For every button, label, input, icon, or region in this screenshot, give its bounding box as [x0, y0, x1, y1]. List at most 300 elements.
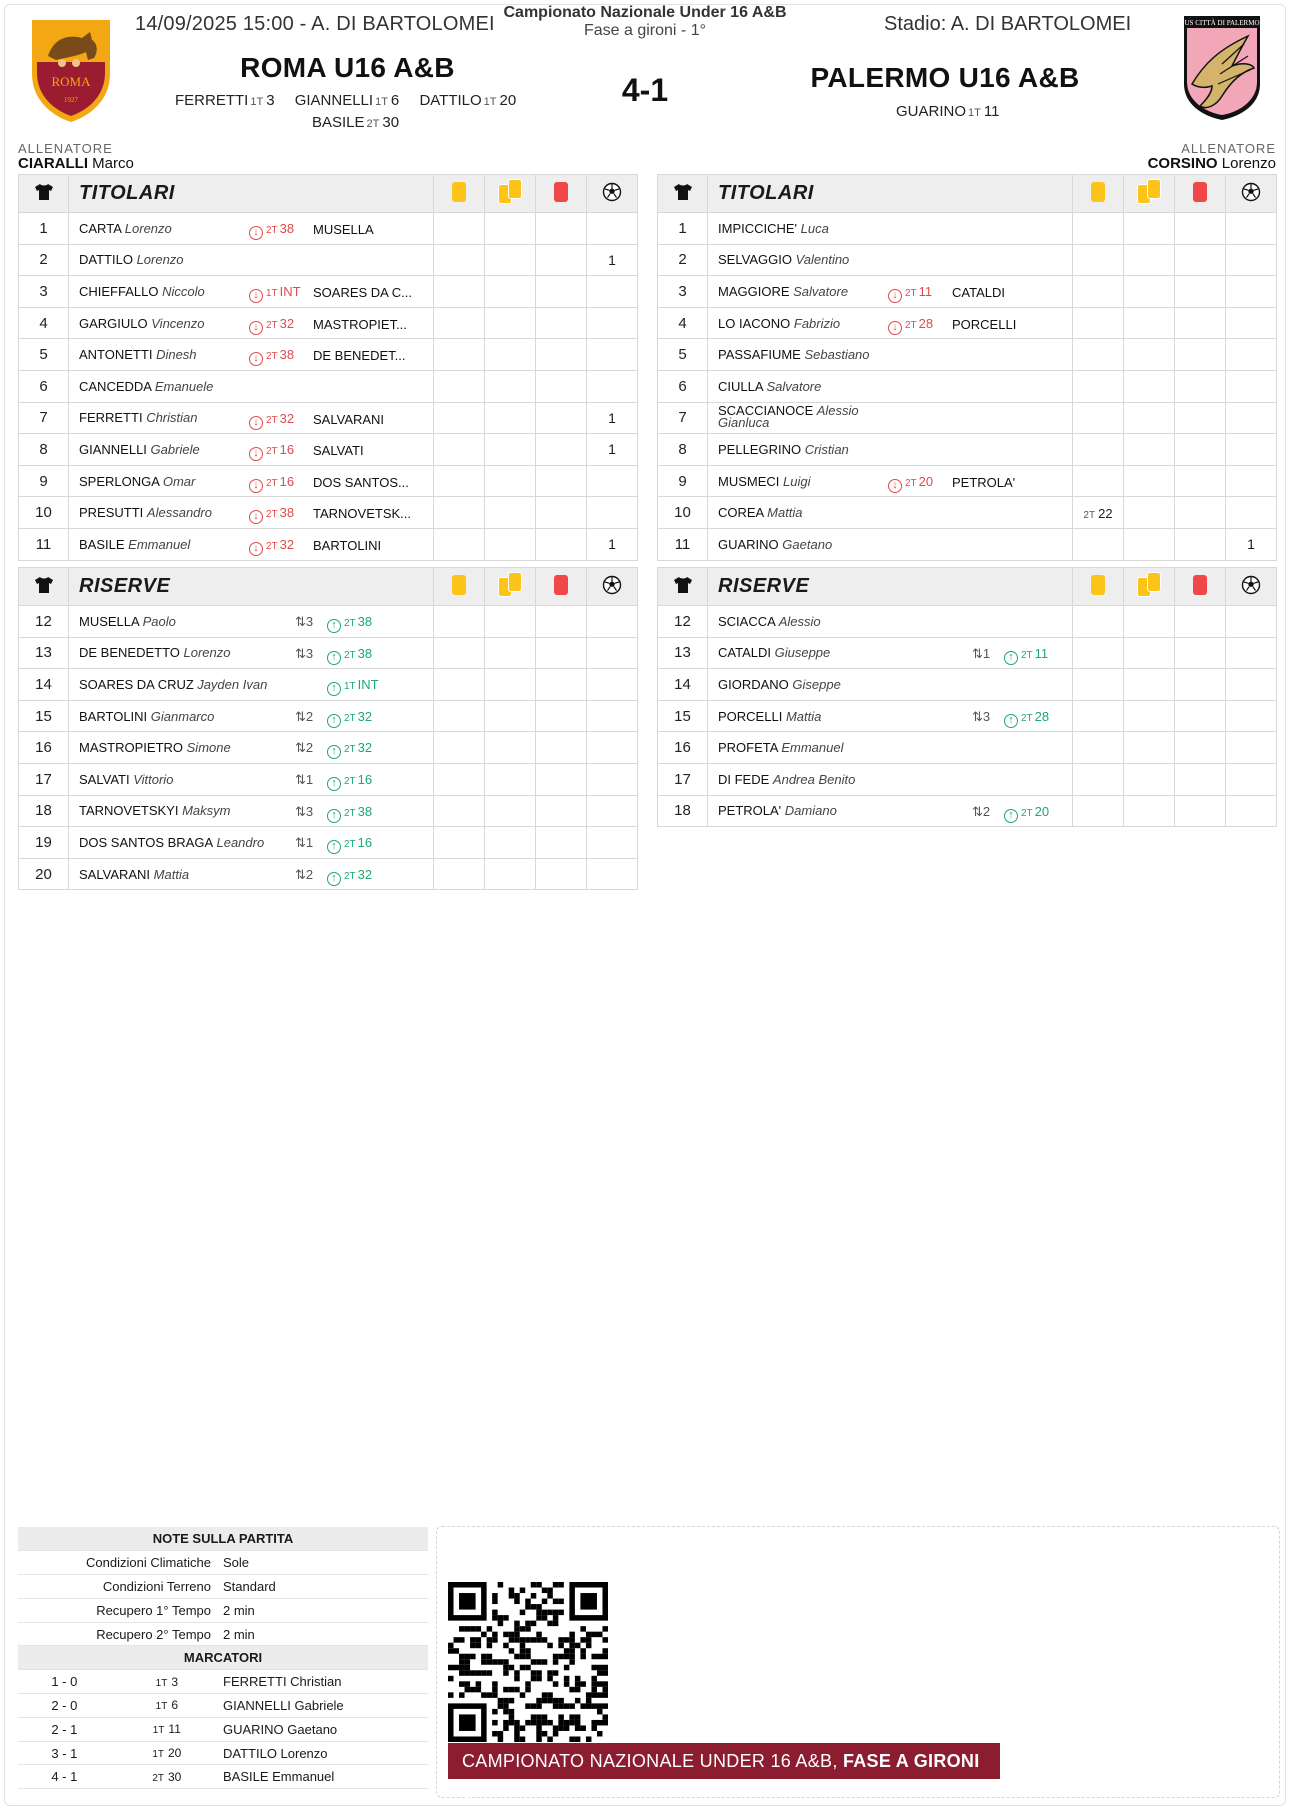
shirt-number: 8 [658, 434, 708, 466]
soccer-ball-icon [1226, 175, 1277, 213]
shirt-number: 8 [19, 434, 69, 466]
substitution-in: ↑ 2T 38 [327, 804, 372, 823]
shirt-number: 5 [19, 339, 69, 371]
double-yellow-cell [485, 434, 536, 466]
red-card-cell [536, 213, 587, 245]
yellow-card-cell [1073, 637, 1124, 669]
substitution-in: ↑ 2T 20 [1004, 804, 1049, 823]
substitute-name: MASTROPIET... [313, 316, 407, 332]
competition-banner [448, 1743, 1000, 1807]
scorers-title: MARCATORI [18, 1646, 428, 1670]
home-scorer: GIANNELLI 1T 6 [294, 92, 400, 109]
yellow-card-cell [434, 827, 485, 859]
player-row[interactable] [19, 700, 638, 732]
player-row[interactable] [658, 763, 1277, 795]
red-card-cell [536, 307, 587, 339]
shirt-number: 4 [19, 307, 69, 339]
player-name: SCIACCA Alessio [708, 606, 1073, 638]
substitution-out: ↓ 2T 16 [249, 442, 294, 461]
yellow-card-cell [1073, 763, 1124, 795]
soccer-ball-icon [587, 175, 638, 213]
red-card-cell [1175, 339, 1226, 371]
yellow-card-icon [434, 568, 485, 606]
player-row[interactable] [658, 732, 1277, 764]
red-card-cell [536, 669, 587, 701]
yellow-card-cell [1073, 700, 1124, 732]
swap-icon: ⇅2 [972, 803, 991, 819]
player-name: PRESUTTI Alessandro ↓ 2T 38 TARNOVETSK... [69, 497, 434, 529]
yellow-card-cell [1073, 606, 1124, 638]
goals-cell [587, 606, 638, 638]
player-name: TARNOVETSKYI Maksym ⇅3 ↑ 2T 38 [69, 795, 434, 827]
shirt-number: 3 [19, 276, 69, 308]
goals-cell [587, 465, 638, 497]
yellow-card-cell [1073, 276, 1124, 308]
player-row[interactable] [658, 795, 1277, 827]
shirt-icon [19, 568, 69, 606]
red-card-cell [536, 465, 587, 497]
shirt-number: 13 [19, 637, 69, 669]
player-name: GIANNELLI Gabriele ↓ 2T 16 SALVATI [69, 434, 434, 466]
player-name: PROFETA Emmanuel [708, 732, 1073, 764]
goals-cell [1226, 465, 1277, 497]
shirt-number: 19 [19, 827, 69, 859]
player-row[interactable] [19, 213, 638, 245]
red-card-cell [536, 606, 587, 638]
double-yellow-cell [1124, 700, 1175, 732]
red-card-cell [1175, 732, 1226, 764]
away-scorer: GUARINO 1T 11 [896, 103, 1000, 120]
red-card-cell [536, 528, 587, 560]
player-row[interactable] [658, 434, 1277, 466]
yellow-card-cell [434, 637, 485, 669]
goals-cell [1226, 339, 1277, 371]
goals-cell [587, 339, 638, 371]
substitution-in: ↑ 2T 11 [1004, 646, 1048, 665]
goals-cell [1226, 795, 1277, 827]
swap-icon: ⇅2 [295, 708, 314, 724]
note-row: Recupero 1° Tempo 2 min [18, 1598, 428, 1622]
home-scorers [175, 92, 532, 109]
player-name: IMPICCICHE' Luca [708, 213, 1073, 245]
red-card-cell [1175, 669, 1226, 701]
yellow-card-cell [434, 732, 485, 764]
double-yellow-cell [485, 606, 536, 638]
section-title: TITOLARI [708, 175, 1073, 213]
player-row[interactable] [19, 497, 638, 529]
double-yellow-cell [485, 307, 536, 339]
double-yellow-cell [485, 858, 536, 890]
player-row[interactable] [658, 637, 1277, 669]
player-row[interactable] [19, 370, 638, 402]
player-name: BASILE Emmanuel ↓ 2T 32 BARTOLINI [69, 528, 434, 560]
goals-cell [587, 700, 638, 732]
yellow-card-cell [1073, 528, 1124, 560]
yellow-card-cell [434, 606, 485, 638]
red-card-cell [536, 858, 587, 890]
shirt-number: 16 [658, 732, 708, 764]
player-name: CHIEFFALLO Niccolo ↓ 1T INT SOARES DA C... [69, 276, 434, 308]
double-yellow-cell [1124, 528, 1175, 560]
coach-surname: CIARALLI [18, 155, 88, 172]
red-card-cell [536, 795, 587, 827]
goal-row: 4 - 1 2T 30 BASILE Emmanuel [18, 1765, 428, 1789]
red-card-cell [1175, 434, 1226, 466]
double-yellow-cell [1124, 637, 1175, 669]
yellow-card-cell [1073, 669, 1124, 701]
yellow-card-cell [1073, 339, 1124, 371]
shirt-number: 20 [19, 858, 69, 890]
svg-text:US CITTÀ DI PALERMO: US CITTÀ DI PALERMO [1184, 19, 1260, 27]
away-scorers [896, 103, 999, 120]
player-row[interactable] [19, 307, 638, 339]
goals-cell: 1 [587, 528, 638, 560]
home-scorer: BASILE 2T 30 [312, 114, 400, 131]
player-row[interactable] [19, 465, 638, 497]
double-yellow-cell [1124, 732, 1175, 764]
home-scorer: DATTILO 1T 20 [419, 92, 517, 109]
shirt-number: 6 [19, 370, 69, 402]
shirt-number: 15 [19, 700, 69, 732]
svg-text:ROMA: ROMA [51, 74, 91, 89]
goals-cell [587, 213, 638, 245]
goals-cell [587, 669, 638, 701]
shirt-number: 9 [658, 465, 708, 497]
yellow-card-cell [1073, 795, 1124, 827]
shirt-number: 14 [19, 669, 69, 701]
substitution-out: ↓ 2T 16 [249, 474, 294, 493]
yellow-card-cell [434, 763, 485, 795]
red-card-cell [1175, 700, 1226, 732]
player-name: CIULLA Salvatore [708, 370, 1073, 402]
goals-cell [587, 858, 638, 890]
yellow-card-cell [434, 858, 485, 890]
section-title: RISERVE [708, 568, 1073, 606]
note-row: Condizioni Climatiche Sole [18, 1551, 428, 1575]
goals-cell [1226, 669, 1277, 701]
double-yellow-cell [1124, 434, 1175, 466]
player-row[interactable] [19, 763, 638, 795]
double-yellow-cell [485, 763, 536, 795]
yellow-card-icon [1073, 568, 1124, 606]
player-row[interactable] [658, 339, 1277, 371]
player-row[interactable] [19, 339, 638, 371]
player-row[interactable] [19, 795, 638, 827]
substitution-out: ↓ 2T 38 [249, 505, 294, 524]
player-name: MUSELLA Paolo ⇅3 ↑ 2T 38 [69, 606, 434, 638]
shirt-number: 2 [658, 244, 708, 276]
yellow-card-cell [434, 497, 485, 529]
red-card-cell [1175, 276, 1226, 308]
goal-row: 1 - 0 1T 3 FERRETTI Christian [18, 1670, 428, 1694]
substitute-name: DE BENEDET... [313, 348, 406, 364]
yellow-card-cell [1073, 434, 1124, 466]
match-date: 14/09/2025 15:00 - A. DI BARTOLOMEI [135, 13, 495, 35]
player-name: DI FEDE Andrea Benito [708, 763, 1073, 795]
double-yellow-cell [1124, 339, 1175, 371]
shirt-number: 11 [658, 528, 708, 560]
double-yellow-cell [1124, 497, 1175, 529]
stadium-name: A. DI BARTOLOMEI [950, 13, 1132, 35]
away-reserves-table [657, 567, 1277, 827]
double-yellow-cell [485, 669, 536, 701]
red-card-cell [1175, 244, 1226, 276]
goals-cell [587, 497, 638, 529]
double-yellow-card-icon [485, 568, 536, 606]
goals-cell [1226, 732, 1277, 764]
player-row[interactable] [658, 465, 1277, 497]
double-yellow-cell [485, 244, 536, 276]
goals-cell: 1 [587, 402, 638, 434]
substitution-out: ↓ 2T 20 [888, 474, 933, 493]
yellow-card-cell [434, 370, 485, 402]
player-row[interactable] [19, 276, 638, 308]
shirt-number: 1 [19, 213, 69, 245]
yellow-card-cell [1073, 465, 1124, 497]
red-card-cell [536, 763, 587, 795]
match-notes [18, 1527, 428, 1789]
substitution-in: ↑ 2T 38 [327, 646, 372, 665]
double-yellow-cell [485, 700, 536, 732]
note-row: Condizioni Terreno Standard [18, 1575, 428, 1599]
substitute-name: PORCELLI [952, 316, 1017, 332]
away-coach [1148, 141, 1276, 171]
stadium-label: Stadio: [884, 13, 947, 35]
substitution-in: ↑ 2T 32 [327, 867, 372, 886]
substitute-name: BARTOLINI [313, 537, 382, 553]
player-name: ANTONETTI Dinesh ↓ 2T 38 DE BENEDET... [69, 339, 434, 371]
shirt-number: 12 [19, 606, 69, 638]
soccer-ball-icon [1226, 568, 1277, 606]
player-name: SPERLONGA Omar ↓ 2T 16 DOS SANTOS... [69, 465, 434, 497]
player-row[interactable] [19, 402, 638, 434]
substitution-in: ↑ 2T 16 [327, 835, 372, 854]
goals-cell [587, 763, 638, 795]
shirt-number: 17 [658, 763, 708, 795]
shirt-number: 11 [19, 528, 69, 560]
double-yellow-cell [485, 795, 536, 827]
red-card-cell [536, 402, 587, 434]
goals-cell [1226, 213, 1277, 245]
player-row[interactable] [658, 213, 1277, 245]
yellow-card-cell: 2T 22 [1073, 497, 1124, 529]
swap-icon: ⇅2 [295, 740, 314, 756]
double-yellow-cell [1124, 244, 1175, 276]
substitution-out: ↓ 1T INT [249, 284, 301, 303]
player-row[interactable] [19, 732, 638, 764]
double-yellow-cell [1124, 795, 1175, 827]
double-yellow-cell [1124, 763, 1175, 795]
competition-phase: Fase a gironi - 1° [583, 22, 706, 39]
shirt-number: 12 [658, 606, 708, 638]
player-row[interactable] [19, 528, 638, 560]
double-yellow-cell [485, 528, 536, 560]
player-name: COREA Mattia [708, 497, 1073, 529]
substitute-name: TARNOVETSK... [313, 506, 411, 522]
goals-cell [587, 276, 638, 308]
goals-cell [1226, 276, 1277, 308]
swap-icon: ⇅1 [972, 645, 991, 661]
substitute-name: SALVATI [313, 443, 364, 459]
swap-icon: ⇅1 [295, 835, 314, 851]
player-row[interactable] [658, 276, 1277, 308]
coach-firstname: Marco [92, 155, 134, 172]
double-yellow-cell [485, 276, 536, 308]
double-yellow-cell [1124, 307, 1175, 339]
player-row[interactable] [658, 307, 1277, 339]
section-title: RISERVE [69, 568, 434, 606]
svg-text:1927: 1927 [64, 96, 78, 104]
banner-bold-text: FASE A GIRONI 1° [462, 1751, 980, 1807]
goals-cell: 1 [587, 244, 638, 276]
yellow-card-cell [434, 276, 485, 308]
double-yellow-card-icon [1124, 568, 1175, 606]
swap-icon: ⇅1 [295, 771, 314, 787]
substitution-in: ↑ 1T INT [327, 677, 379, 696]
goals-cell [1226, 244, 1277, 276]
goals-cell [1226, 402, 1277, 434]
shirt-number: 14 [658, 669, 708, 701]
yellow-card-cell [1073, 402, 1124, 434]
shirt-number: 2 [19, 244, 69, 276]
yellow-card-cell [434, 307, 485, 339]
red-card-cell [1175, 637, 1226, 669]
player-name: GUARINO Gaetano [708, 528, 1073, 560]
player-row[interactable] [658, 669, 1277, 701]
red-card-cell [1175, 606, 1226, 638]
final-score: 4-1 [621, 72, 669, 108]
red-card-cell [1175, 370, 1226, 402]
goals-cell: 1 [587, 434, 638, 466]
goals-cell [1226, 606, 1277, 638]
double-yellow-cell [485, 497, 536, 529]
yellow-card-cell [1073, 307, 1124, 339]
red-card-cell [536, 276, 587, 308]
shirt-number: 16 [19, 732, 69, 764]
shirt-number: 10 [658, 497, 708, 529]
red-card-icon [1175, 568, 1226, 606]
home-scorers-line2 [312, 114, 399, 131]
substitute-name: SALVARANI [313, 411, 385, 427]
player-name: LO IACONO Fabrizio ↓ 2T 28 PORCELLI [708, 307, 1073, 339]
goals-cell [1226, 637, 1277, 669]
shirt-number: 7 [658, 402, 708, 434]
player-name: GIORDANO Giseppe [708, 669, 1073, 701]
yellow-card-cell [1073, 370, 1124, 402]
shirt-icon [19, 175, 69, 213]
red-card-cell [536, 244, 587, 276]
home-reserves-table [18, 567, 638, 890]
player-row[interactable] [19, 637, 638, 669]
competition-title: Campionato Nazionale Under 16 A&B [503, 4, 787, 21]
substitute-name: PETROLA' [952, 474, 1016, 490]
shirt-number: 18 [19, 795, 69, 827]
red-card-cell [536, 827, 587, 859]
player-row[interactable] [658, 528, 1277, 560]
goal-row: 2 - 1 1T 11 GUARINO Gaetano [18, 1717, 428, 1741]
double-yellow-cell [485, 637, 536, 669]
yellow-card-cell [434, 434, 485, 466]
coach-firstname: Lorenzo [1221, 155, 1276, 172]
goals-cell [587, 307, 638, 339]
shirt-number: 1 [658, 213, 708, 245]
player-name: SALVATI Vittorio ⇅1 ↑ 2T 16 [69, 763, 434, 795]
banner-text: CAMPIONATO NAZIONALE UNDER 16 A&B, [462, 1751, 838, 1771]
red-card-cell [536, 339, 587, 371]
shirt-number: 10 [19, 497, 69, 529]
double-yellow-cell [1124, 402, 1175, 434]
red-card-cell [1175, 465, 1226, 497]
shirt-number: 13 [658, 637, 708, 669]
goals-cell [587, 732, 638, 764]
yellow-card-cell [434, 213, 485, 245]
yellow-card-cell [1073, 732, 1124, 764]
swap-icon: ⇅3 [972, 708, 991, 724]
player-row[interactable] [19, 244, 638, 276]
player-row[interactable] [19, 434, 638, 466]
away-team-name: PALERMO U16 A&B [810, 62, 1080, 93]
goals-cell [587, 637, 638, 669]
goals-cell [1226, 497, 1277, 529]
double-yellow-cell [485, 370, 536, 402]
player-row[interactable] [19, 858, 638, 890]
shirt-number: 3 [658, 276, 708, 308]
red-card-cell [1175, 795, 1226, 827]
player-row[interactable] [658, 244, 1277, 276]
substitution-in: ↑ 2T 38 [327, 614, 372, 633]
qr-code-icon[interactable] [448, 1582, 608, 1742]
goals-cell [1226, 434, 1277, 466]
home-team-name: ROMA U16 A&B [240, 52, 455, 83]
double-yellow-cell [485, 339, 536, 371]
player-row[interactable] [658, 402, 1277, 434]
shirt-number: 9 [19, 465, 69, 497]
goals-cell [1226, 370, 1277, 402]
player-row[interactable] [658, 370, 1277, 402]
player-name: MUSMECI Luigi ↓ 2T 20 PETROLA' [708, 465, 1073, 497]
notes-title: NOTE SULLA PARTITA [18, 1527, 428, 1551]
double-yellow-cell [485, 732, 536, 764]
player-row[interactable] [19, 827, 638, 859]
swap-icon: ⇅3 [295, 645, 314, 661]
red-card-cell [1175, 763, 1226, 795]
player-name: DATTILO Lorenzo [69, 244, 434, 276]
player-row[interactable] [19, 606, 638, 638]
shirt-number: 4 [658, 307, 708, 339]
player-row[interactable] [658, 700, 1277, 732]
yellow-card-cell [434, 244, 485, 276]
goals-cell [1226, 763, 1277, 795]
player-name: PETROLA' Damiano ⇅2 ↑ 2T 20 [708, 795, 1073, 827]
red-card-cell [1175, 497, 1226, 529]
coach-label: ALLENATORE [18, 141, 113, 156]
double-yellow-cell [1124, 669, 1175, 701]
double-yellow-cell [1124, 213, 1175, 245]
red-card-icon [536, 568, 587, 606]
yellow-card-icon [1073, 175, 1124, 213]
player-row[interactable] [658, 606, 1277, 638]
player-row[interactable] [19, 669, 638, 701]
substitution-out: ↓ 2T 32 [249, 316, 294, 335]
player-row[interactable] [658, 497, 1277, 529]
shirt-number: 17 [19, 763, 69, 795]
substitution-out: ↓ 2T 11 [888, 284, 932, 303]
yellow-card-cell [1073, 244, 1124, 276]
double-yellow-cell [485, 465, 536, 497]
player-name: BARTOLINI Gianmarco ⇅2 ↑ 2T 32 [69, 700, 434, 732]
red-card-icon [536, 175, 587, 213]
coach-label: ALLENATORE [1181, 141, 1276, 156]
